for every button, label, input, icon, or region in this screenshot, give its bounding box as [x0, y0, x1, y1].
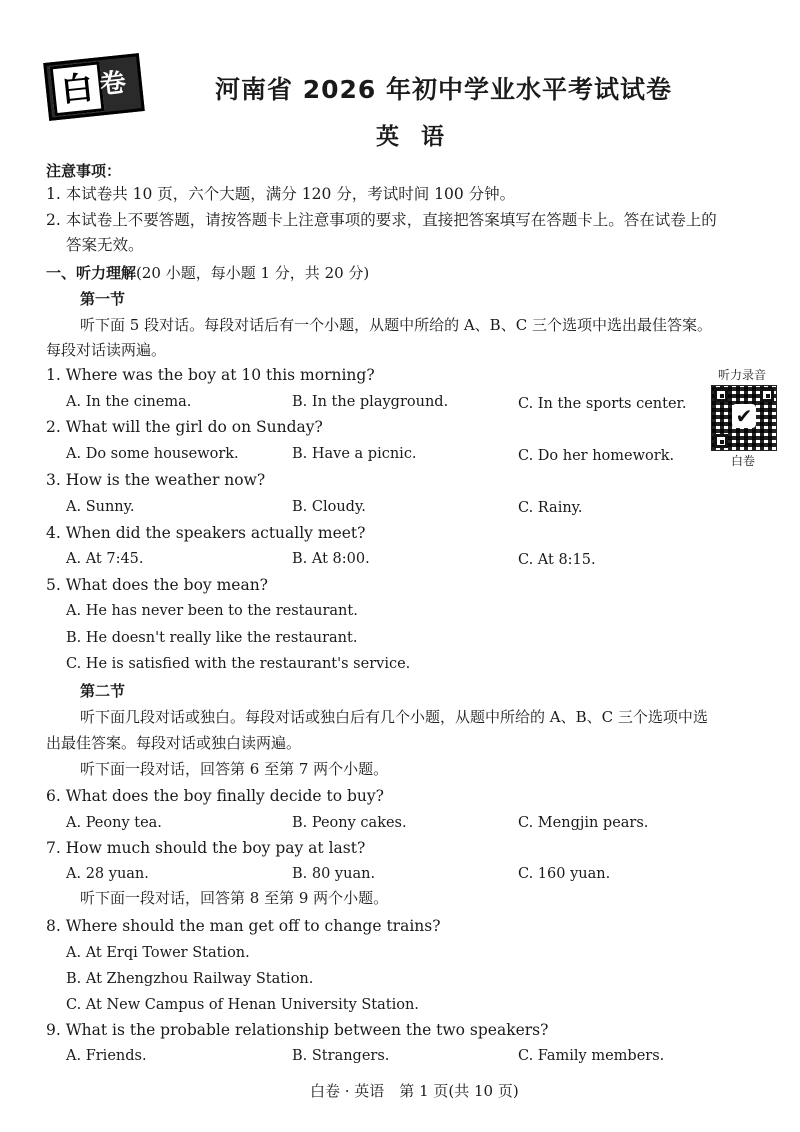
- question-4-option-c: C. At 8:15.: [518, 552, 596, 568]
- question-2-option-b: B. Have a picnic.: [292, 446, 417, 462]
- qr-finder-icon: [760, 388, 774, 402]
- qr-code-icon[interactable]: [711, 385, 777, 451]
- question-9-option-b: B. Strangers.: [292, 1048, 390, 1064]
- check-icon: ✔: [732, 404, 756, 428]
- qr-finder-icon: [714, 434, 728, 448]
- question-9-option-a: A. Friends.: [66, 1048, 147, 1064]
- question-2-option-a: A. Do some housework.: [66, 446, 239, 462]
- page-footer: 白卷 · 英语 第 1 页(共 10 页): [310, 1082, 519, 1100]
- question-8-option-a: A. At Erqi Tower Station.: [66, 945, 250, 961]
- question-4-option-a: A. At 7:45.: [66, 551, 144, 567]
- question-9-option-c: C. Family members.: [518, 1048, 665, 1064]
- section1-heading-row: [46, 262, 369, 284]
- question-2-stem: 2. What will the girl do on Sunday?: [46, 418, 323, 436]
- notice-heading: 注意事项：: [46, 162, 122, 180]
- part1-instruction-line2: 每段对话读两遍。: [46, 341, 167, 359]
- qr-label: 听力录音: [718, 368, 767, 382]
- question-7-stem: 7. How much should the boy pay at last?: [46, 839, 366, 857]
- question-3-option-a: A. Sunny.: [66, 499, 135, 515]
- question-6-stem: 6. What does the boy finally decide to buy?: [46, 787, 384, 805]
- question-1-option-c: C. In the sports center.: [518, 396, 687, 412]
- question-8-stem: 8. Where should the man get off to change trains?: [46, 917, 441, 935]
- question-3-stem: 3. How is the weather now?: [46, 471, 266, 489]
- question-1-option-a: A. In the cinema.: [66, 394, 192, 410]
- question-3-option-b: B. Cloudy.: [292, 499, 366, 515]
- dialog-6-7-instruction: 听下面一段对话，回答第 6 至第 7 两个小题。: [80, 760, 389, 778]
- exam-title: 河南省 2026 年初中学业水平考试试卷: [215, 75, 672, 104]
- badge-char-bai: 白: [50, 61, 105, 116]
- question-7-option-c: C. 160 yuan.: [518, 866, 611, 882]
- question-4-option-b: B. At 8:00.: [292, 551, 370, 567]
- question-1-option-b: B. In the playground.: [292, 394, 449, 410]
- question-6-option-c: C. Mengjin pears.: [518, 815, 649, 831]
- question-4-stem: 4. When did the speakers actually meet?: [46, 524, 366, 542]
- dialog-8-9-instruction: 听下面一段对话，回答第 8 至第 9 两个小题。: [80, 889, 389, 907]
- question-2-option-c: C. Do her homework.: [518, 448, 675, 464]
- question-7-option-b: B. 80 yuan.: [292, 866, 376, 882]
- part2-instruction-line2: 出最佳答案。每段对话或独白读两遍。: [46, 734, 302, 752]
- question-1-stem: 1. Where was the boy at 10 this morning?: [46, 366, 375, 384]
- notice-item-1: 1. 本试卷共 10 页，六个大题，满分 120 分，考试时间 100 分钟。: [46, 185, 516, 203]
- question-3-option-c: C. Rainy.: [518, 500, 583, 516]
- part2-instruction-line1: 听下面几段对话或独白。每段对话或独白后有几个小题，从题中所给的 A、B、C 三个选项中选: [80, 708, 708, 726]
- qr-finder-icon: [714, 388, 728, 402]
- question-9-stem: 9. What is the probable relationship between the two speakers?: [46, 1021, 549, 1039]
- part1-title: 第一节: [80, 290, 126, 308]
- question-5-option-c: C. He is satisfied with the restaurant's service.: [66, 656, 411, 672]
- question-5-option-b: B. He doesn't really like the restaurant.: [66, 630, 358, 646]
- question-8-option-b: B. At Zhengzhou Railway Station.: [66, 971, 314, 987]
- question-5-stem: 5. What does the boy mean?: [46, 576, 268, 594]
- badge-char-juan: 卷: [98, 67, 128, 101]
- section1-heading-note: (20 小题，每小题 1 分，共 20 分): [136, 264, 370, 282]
- question-8-option-c: C. At New Campus of Henan University Station.: [66, 997, 419, 1013]
- notice-item-2-line2: 答案无效。: [66, 236, 144, 254]
- part1-instruction-line1: 听下面 5 段对话。每段对话后有一个小题，从题中所给的 A、B、C 三个选项中选出最佳答案。: [80, 316, 712, 334]
- question-5-option-a: A. He has never been to the restaurant.: [66, 603, 358, 619]
- paper-badge: [43, 53, 145, 121]
- notice-item-2-line1: 2. 本试卷上不要答题，请按答题卡上注意事项的要求，直接把答案填写在答题卡上。答在试卷上的: [46, 211, 717, 229]
- question-6-option-a: A. Peony tea.: [66, 815, 162, 831]
- part2-title: 第二节: [80, 682, 126, 700]
- qr-caption: 白卷: [731, 454, 756, 468]
- question-7-option-a: A. 28 yuan.: [66, 866, 149, 882]
- subject-title: 英语: [376, 124, 466, 150]
- section1-heading: 一、听力理解: [46, 264, 137, 282]
- question-6-option-b: B. Peony cakes.: [292, 815, 407, 831]
